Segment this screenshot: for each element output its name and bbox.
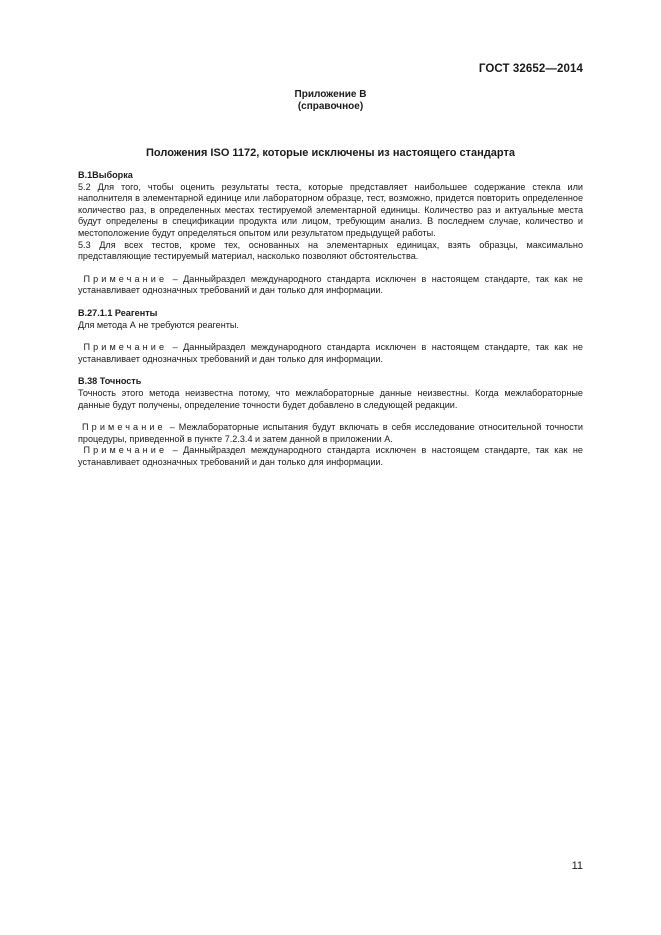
document-body — [78, 170, 583, 468]
paragraph — [78, 182, 583, 240]
note-label: Примечание — [83, 342, 168, 353]
note-text: – Данныйраздел международного стандарта исключен в настоящем стандарте, так как не устанавливает однозначных требований и дан только для информации. — [78, 273, 583, 296]
section-heading: В.38 Точность — [78, 376, 142, 387]
note — [78, 342, 583, 365]
main-title: Положения ISO 1172, которые исключены из настоящего стандарта — [146, 147, 515, 159]
note-text: – Межлабораторные испытания будут включать в себя исследование относительной точности процедуры, приведенной в пункте 7.2.3.4 и затем данной в приложении А. — [78, 422, 583, 444]
paragraph-text: Для метода А не требуются реагенты. — [78, 319, 239, 330]
note — [78, 445, 583, 468]
note-text: – Данныйраздел международного стандарта исключен в настоящем стандарте, так как не устанавливает однозначных требований и дан только для информации. — [78, 445, 583, 467]
note — [78, 422, 583, 445]
paragraph — [78, 240, 583, 263]
section-b27 — [78, 308, 583, 365]
paragraph — [78, 320, 583, 332]
standard-code: ГОСТ 32652—2014 — [478, 63, 583, 75]
note — [78, 274, 583, 297]
paragraph-text: Точность этого метода неизвестна потому, что межлабораторные данные неизвестны. Когда межлабораторные данные будут получены, определение точности будет добавлено в следующей редакции. — [78, 387, 583, 410]
annex-title: Приложение В — [294, 89, 367, 100]
note-label: Примечание — [82, 422, 166, 433]
note-text: – Данныйраздел международного стандарта исключен в настоящем стандарте, так как не устанавливает однозначных требований и дан только для информации. — [78, 342, 583, 364]
page-number: 11 — [571, 860, 583, 872]
annex-subtitle: (справочное) — [297, 101, 364, 112]
section-heading: В.1Выборка — [78, 170, 133, 180]
paragraph — [78, 388, 583, 411]
section-b38 — [78, 376, 583, 468]
section-b1 — [78, 170, 583, 297]
note-label: Примечание — [83, 445, 168, 456]
paragraph-text: 5.2 Для того, чтобы оценить результаты теста, которые представляет наибольшее содержание стекла или наполнителя в элементарной единице или лабораторном образце, тест, возможно, придется повторить определенное количество раз, в определенных местах тестируемой элементарной единицы. Количество раз и актуальные места будут определены в спецификации продукта или лицом, требующим анализ. В последнем случае, количество и местоположение будут определяться опытом или результатом предыдущей работы. — [78, 181, 583, 238]
note-label: Примечание — [83, 273, 168, 284]
paragraph-text: 5.3 Для всех тестов, кроме тех, основанных на элементарных единицах, взять образцы, максимально представляющие тестируемый материал, насколько позволяют обстоятельства. — [78, 239, 583, 262]
section-heading: В.27.1.1 Реагенты — [78, 307, 158, 318]
